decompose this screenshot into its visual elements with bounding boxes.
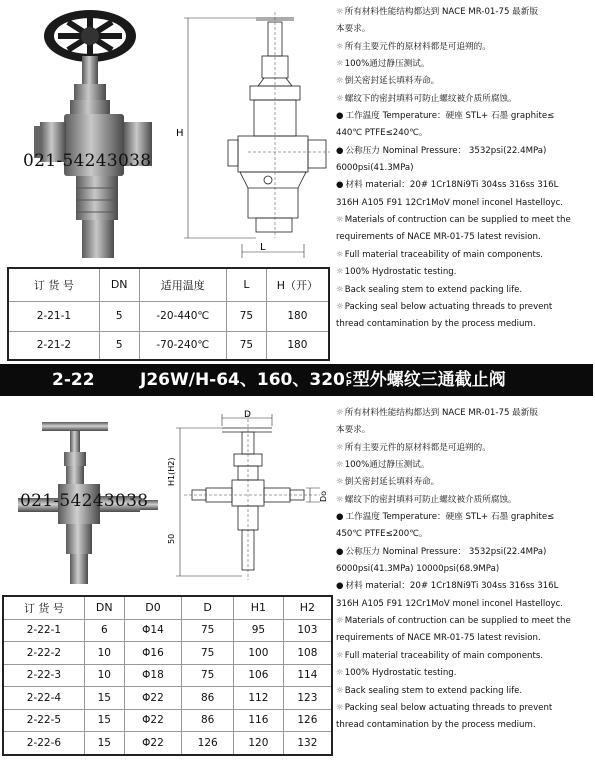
cell: 75	[182, 619, 234, 642]
cell: 75	[182, 664, 234, 687]
dimension-d-label: D	[244, 410, 251, 420]
cell: Φ14	[124, 619, 182, 642]
cell: 15	[84, 709, 124, 732]
dot-bullet-icon: ●	[336, 581, 344, 592]
spec-text: 工作温度 Temperature：硬座 STL+ 石墨 graphite≤	[345, 512, 555, 523]
dimension-h-label: H	[176, 128, 184, 139]
col-order-no: 订 货 号	[3, 596, 84, 619]
spec-text: 440℃ PTFE≤240℃。	[336, 128, 428, 139]
gear-bullet-icon: ☼	[336, 408, 344, 418]
spec-line	[336, 440, 591, 457]
banner-number: 2-22	[52, 370, 95, 390]
cell: 103	[297, 624, 318, 637]
gear-bullet-icon: ☼	[336, 284, 344, 295]
spec-line	[336, 229, 591, 246]
table-row	[8, 331, 329, 360]
gear-bullet-icon: ☼	[336, 460, 344, 471]
col-l: L	[227, 268, 267, 301]
spec-line	[336, 630, 591, 647]
spec-line	[336, 474, 591, 491]
spec-line	[336, 492, 591, 509]
spec-text: 所有主要元件的原材料都是可追朔的。	[344, 41, 491, 52]
spec-line	[336, 561, 591, 578]
cell: 116	[234, 709, 284, 732]
cell: 2-21-1	[8, 301, 99, 331]
spec-text: 倒关密封延长填料寿命。	[344, 477, 440, 488]
contact-phone-2: 021-54243038	[20, 491, 149, 511]
spec-text: 材料 material：20# 1Cr18Ni9Ti 304ss 316ss 316L	[345, 581, 559, 592]
spec-line	[336, 526, 591, 543]
spec-text: requirements of NACE MR-01-75 latest revision.	[336, 232, 541, 243]
banner-cp-mark	[346, 372, 352, 388]
cell: 120	[234, 732, 284, 755]
spec-text: 100% Hydrostatic testing.	[344, 668, 457, 679]
spec-text: 100%通过静压测试。	[344, 460, 430, 471]
gear-bullet-icon: ☼	[336, 650, 344, 661]
spec-text: 316H A105 F91 12Cr1MoV monel inconel Hastelloyc.	[336, 197, 564, 208]
spec-text: Materials of contruction can be supplied to meet the	[344, 215, 571, 226]
cell: 75	[227, 331, 267, 360]
cell: 2-22-1	[3, 619, 84, 642]
cell: 10	[84, 664, 124, 687]
spec-line	[336, 108, 591, 125]
section-banner	[0, 364, 593, 396]
gear-bullet-icon: ☼	[336, 267, 344, 278]
spec-line	[336, 544, 591, 561]
cell: 5	[99, 331, 139, 360]
gear-bullet-icon: ☼	[336, 249, 344, 260]
cell: 123	[297, 691, 318, 704]
spec-line	[336, 160, 591, 177]
gear-bullet-icon: ☼	[336, 215, 344, 226]
spec-line	[336, 212, 591, 229]
table-row	[3, 687, 332, 710]
table-row	[3, 642, 332, 665]
gear-bullet-icon: ☼	[336, 477, 344, 488]
spec-text: 公称压力 Nominal Pressure： 3532psi(22.4MPa)	[345, 546, 547, 557]
table-row	[8, 301, 329, 331]
spec-line	[336, 91, 591, 108]
dot-bullet-icon: ●	[336, 145, 344, 156]
gear-bullet-icon: ☼	[336, 668, 344, 679]
col-d: D	[182, 596, 234, 619]
spec-text: Back sealing stem to extend packing life.	[344, 685, 523, 696]
spec-line	[336, 700, 591, 717]
gear-bullet-icon: ☼	[336, 685, 344, 696]
cell: 100	[234, 642, 284, 665]
table-row	[3, 709, 332, 732]
spec-line	[336, 264, 591, 281]
dimension-l-label: L	[260, 242, 266, 253]
spec-line	[336, 422, 591, 439]
cell: 86	[182, 709, 234, 732]
cell: 15	[84, 732, 124, 755]
spec-line	[336, 613, 591, 630]
spec-text: thread contamination by the process medium.	[336, 720, 536, 731]
col-h2: H2	[299, 601, 315, 615]
spec-line	[336, 73, 591, 90]
cell: 180	[287, 310, 308, 322]
spec-text: 螺纹下的密封填料可防止螺纹被介质所腐蚀。	[344, 494, 517, 505]
col-d0: D0	[124, 596, 182, 619]
gear-bullet-icon: ☼	[336, 59, 344, 70]
cell: 126	[297, 714, 318, 727]
angle-valve-photo	[18, 4, 168, 259]
cell: 106	[234, 664, 284, 687]
banner-superscript: C	[345, 371, 352, 380]
cell: Φ18	[124, 664, 182, 687]
contact-phone: 021-54243038	[23, 151, 152, 171]
spec-text: thread contamination by the process medium.	[336, 319, 536, 330]
spec-text: Full material traceability of main components.	[344, 249, 544, 260]
spec-line	[336, 39, 591, 56]
spec-text: Materials of contruction can be supplied to meet the	[344, 616, 571, 627]
dot-bullet-icon: ●	[336, 512, 344, 523]
cell: 75	[182, 642, 234, 665]
cell: Φ16	[124, 642, 182, 665]
spec-text: 6000psi(41.3MPa) 10000psi(68.9MPa)	[336, 564, 500, 575]
order-table-2	[2, 595, 333, 756]
spec-line	[336, 717, 591, 734]
cell: 86	[182, 687, 234, 710]
dimension-50-label: 50	[167, 533, 176, 544]
cell: 2-22-4	[3, 687, 84, 710]
gear-bullet-icon: ☼	[336, 494, 344, 505]
specs-list-2	[336, 405, 591, 735]
spec-text: 所有材料性能结构都达到 NACE MR-01-75 最新版	[344, 408, 538, 418]
banner-subscript: P	[345, 379, 352, 388]
spec-text: 6000psi(41.3MPa)	[336, 163, 414, 174]
cell: Φ22	[124, 687, 182, 710]
cell: Φ22	[124, 732, 182, 755]
banner-title	[140, 364, 506, 396]
cell: 2-22-2	[3, 642, 84, 665]
spec-line	[336, 56, 591, 73]
cell: 2-21-2	[8, 331, 99, 360]
spec-text: 100% Hydrostatic testing.	[344, 267, 457, 278]
spec-text: 本要求。	[336, 425, 371, 436]
dot-bullet-icon: ●	[336, 180, 344, 191]
gear-bullet-icon: ☼	[336, 76, 344, 87]
dot-bullet-icon: ●	[336, 546, 344, 557]
cell: 112	[234, 687, 284, 710]
spec-text: 450℃ PTFE≤200℃。	[336, 529, 428, 540]
spec-text: 材料 material：20# 1Cr18Ni9Ti 304ss 316ss 316L	[345, 180, 559, 191]
col-dn: DN	[84, 596, 124, 619]
cell: -20-440℃	[139, 301, 226, 331]
specs-list-1	[336, 4, 591, 334]
cell: 180	[287, 339, 308, 352]
spec-text: 所有材料性能结构都达到 NACE MR-01-75 最新版	[344, 7, 538, 17]
cell: 6	[84, 619, 124, 642]
col-temp: 适用温度	[139, 268, 226, 301]
dimension-do-label: Do	[319, 490, 328, 502]
dot-bullet-icon: ●	[336, 111, 344, 122]
dimension-h1h2-label: H1(H2)	[167, 457, 176, 486]
spec-text: 公称压力 Nominal Pressure： 3532psi(22.4MPa)	[345, 145, 547, 156]
spec-text: Packing seal below actuating threads to prevent	[344, 702, 553, 713]
spec-line	[336, 316, 591, 333]
cell: 95	[234, 619, 284, 642]
spec-line	[336, 578, 591, 595]
gear-bullet-icon: ☼	[336, 7, 344, 17]
cell: -70-240℃	[139, 331, 226, 360]
cell: 132	[297, 737, 318, 750]
spec-line	[336, 282, 591, 299]
spec-line	[336, 21, 591, 38]
spec-line	[336, 648, 591, 665]
spec-line	[336, 177, 591, 194]
cell: 114	[297, 669, 318, 682]
spec-text: 工作温度 Temperature：硬座 STL+ 石墨 graphite≤	[345, 111, 555, 122]
gear-bullet-icon: ☼	[336, 442, 344, 453]
cell: 126	[182, 732, 234, 755]
cell: 2-22-6	[3, 732, 84, 755]
spec-line	[336, 683, 591, 700]
cell: 10	[84, 642, 124, 665]
spec-line	[336, 405, 591, 422]
cell: Φ22	[124, 709, 182, 732]
spec-text: 螺纹下的密封填料可防止螺纹被介质所腐蚀。	[344, 93, 517, 104]
cell: 5	[99, 301, 139, 331]
spec-line	[336, 195, 591, 212]
cell: 2-22-5	[3, 709, 84, 732]
spec-line	[336, 299, 591, 316]
col-h-open: H（开）	[276, 278, 319, 292]
three-way-valve-drawing	[160, 408, 332, 588]
gear-bullet-icon: ☼	[336, 41, 344, 52]
cell: 2-22-3	[3, 664, 84, 687]
spec-line	[336, 665, 591, 682]
banner-title-pre: J26W/H-64、160、320	[140, 370, 345, 390]
order-table-1	[7, 267, 330, 361]
spec-line	[336, 596, 591, 613]
table-row	[3, 664, 332, 687]
spec-text: 316H A105 F91 12Cr1MoV monel inconel Hastelloyc.	[336, 598, 564, 609]
cell: 15	[84, 687, 124, 710]
table-row	[3, 619, 332, 642]
cell: 108	[297, 646, 318, 659]
spec-line	[336, 457, 591, 474]
col-dn: DN	[99, 268, 139, 301]
angle-valve-drawing	[162, 12, 330, 262]
spec-text: 本要求。	[336, 24, 371, 35]
spec-text: Full material traceability of main components.	[344, 650, 544, 661]
spec-line	[336, 509, 591, 526]
col-h1: H1	[234, 596, 284, 619]
spec-text: 倒关密封延长填料寿命。	[344, 76, 440, 87]
spec-line	[336, 125, 591, 142]
banner-title-post: 型外螺纹三通截止阀	[352, 370, 506, 390]
gear-bullet-icon: ☼	[336, 301, 344, 312]
gear-bullet-icon: ☼	[336, 93, 344, 104]
spec-text: 所有主要元件的原材料都是可追朔的。	[344, 442, 491, 453]
table-row	[3, 732, 332, 755]
spec-text: Packing seal below actuating threads to prevent	[344, 301, 553, 312]
spec-line	[336, 143, 591, 160]
spec-text: 100%通过静压测试。	[344, 59, 430, 70]
spec-text: Back sealing stem to extend packing life.	[344, 284, 523, 295]
cell: 75	[227, 301, 267, 331]
gear-bullet-icon: ☼	[336, 702, 344, 713]
spec-line	[336, 247, 591, 264]
col-order-no: 订 货 号	[8, 268, 99, 301]
spec-line	[336, 4, 591, 21]
gear-bullet-icon: ☼	[336, 616, 344, 627]
spec-text: requirements of NACE MR-01-75 latest revision.	[336, 633, 541, 644]
